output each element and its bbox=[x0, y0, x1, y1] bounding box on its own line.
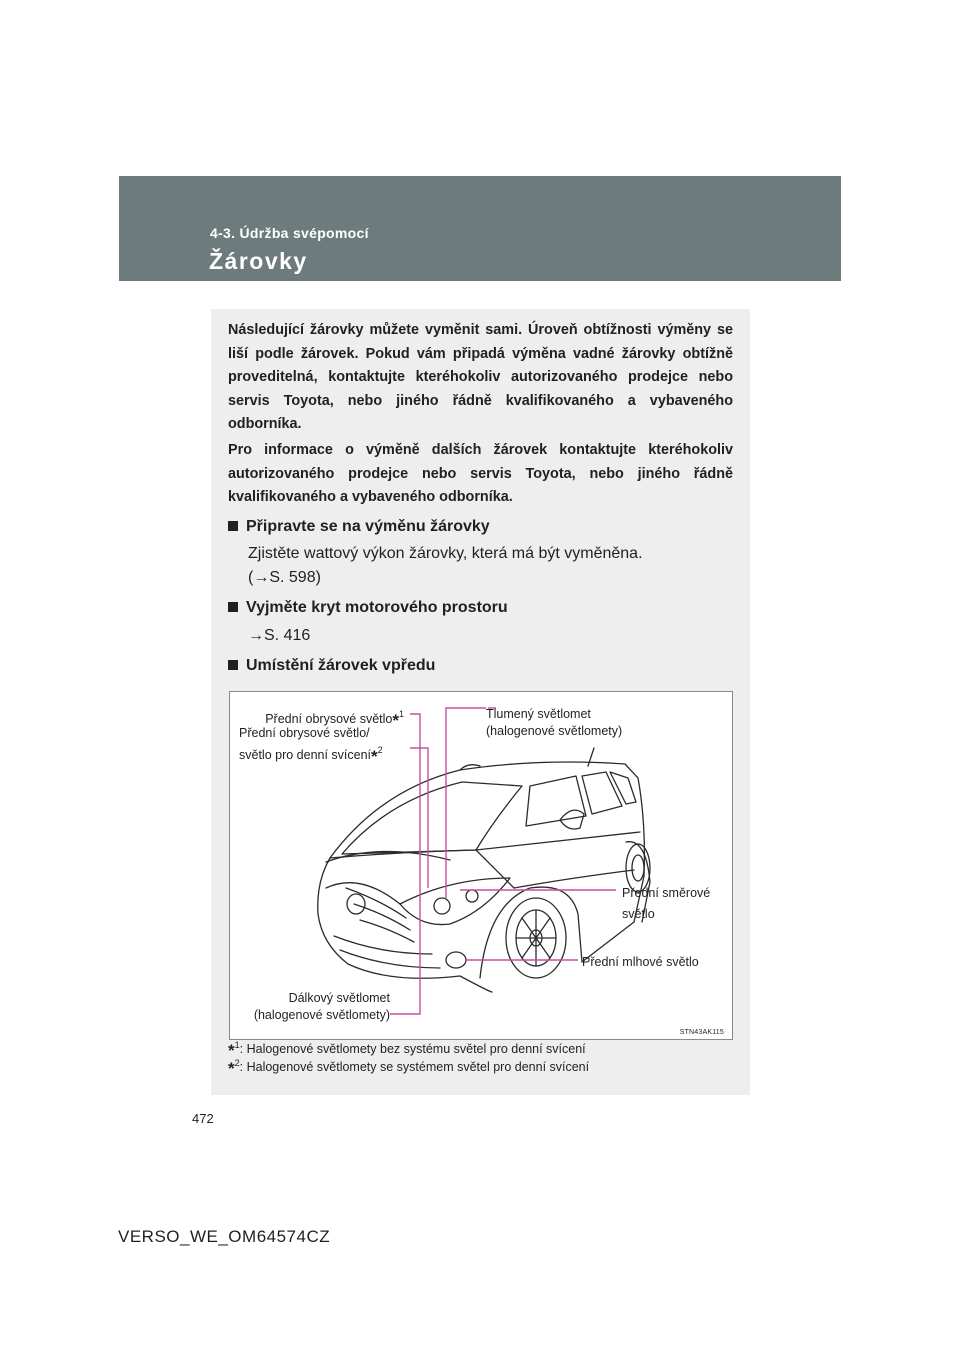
label-turn-signal-line1: Přední směrové bbox=[622, 886, 711, 900]
label-front-position-light: Přední obrysové světlo*$^1$ bbox=[265, 709, 404, 730]
asterisk-1: * bbox=[392, 711, 399, 730]
chapter-header bbox=[119, 176, 841, 281]
page-title: Žárovky bbox=[209, 248, 308, 274]
label-front-position-drl-line2: světlo pro denní svícení*$^2$ bbox=[239, 745, 383, 766]
subheading-prepare: Připravte se na výměnu žárovky bbox=[228, 518, 490, 536]
figure-code: STN43AK115 bbox=[679, 1029, 724, 1036]
label-low-beam-line1: Tlumený světlomet bbox=[486, 707, 591, 721]
subheading-remove-cover: Vyjměte kryt motorového prostoru bbox=[228, 599, 508, 617]
intro-paragraph-1: Následující žárovky můžete vyměnit sami. Úroveň obtížnosti výměny se liší podle žárovek. Pokud vám připadá výměna vadné žárovky obtížně proveditelná, kontaktujte kteréhokoliv autorizovaného prodejce nebo servis Toyota, nebo jiného řádně kvalifikovaného a vybaveného odborníka. bbox=[228, 322, 733, 432]
square-bullet-icon bbox=[228, 602, 238, 612]
intro-paragraph-2: Pro informace o výměně dalších žárovek kontaktujte kteréhokoliv autorizovaného prodejce nebo servis Toyota, nebo jiného řádně kvalifikovaného a vybaveného odborníka. bbox=[228, 442, 733, 505]
page-number: 472 bbox=[192, 1111, 214, 1126]
subheading-front-bulbs: Umístění žárovek vpředu bbox=[228, 657, 435, 675]
footnote-2: *$^2$: Halogenové světlomety se systémem světel pro denní svícení bbox=[228, 1058, 590, 1078]
section-label: 4-3. Údržba svépomocí bbox=[210, 225, 369, 241]
prepare-reference: (→S. 598) bbox=[248, 569, 321, 586]
footnote-1: *$^1$: Halogenové světlomety bez systému světel pro denní svícení bbox=[228, 1040, 586, 1060]
prepare-text: Zjistěte wattový výkon žárovky, která má být vyměněna. bbox=[248, 545, 643, 562]
label-low-beam-line2: (halogenové světlomety) bbox=[486, 724, 623, 738]
label-high-beam-line2: (halogenové světlomety) bbox=[253, 1008, 390, 1022]
label-turn-signal-line2: světlo bbox=[622, 907, 655, 921]
label-front-position-drl-line1: Přední obrysové světlo/ bbox=[239, 726, 370, 740]
label-fog-light: Přední mlhové světlo bbox=[582, 955, 699, 969]
content-panel bbox=[211, 309, 750, 1095]
square-bullet-icon bbox=[228, 660, 238, 670]
asterisk-2: * bbox=[371, 747, 378, 766]
square-bullet-icon bbox=[228, 521, 238, 531]
remove-cover-reference: →S. 416 bbox=[248, 627, 311, 644]
document-id: VERSO_WE_OM64574CZ bbox=[118, 1227, 331, 1246]
front-bulbs-figure bbox=[229, 691, 733, 1040]
label-high-beam-line1: Dálkový světlomet bbox=[288, 991, 390, 1005]
